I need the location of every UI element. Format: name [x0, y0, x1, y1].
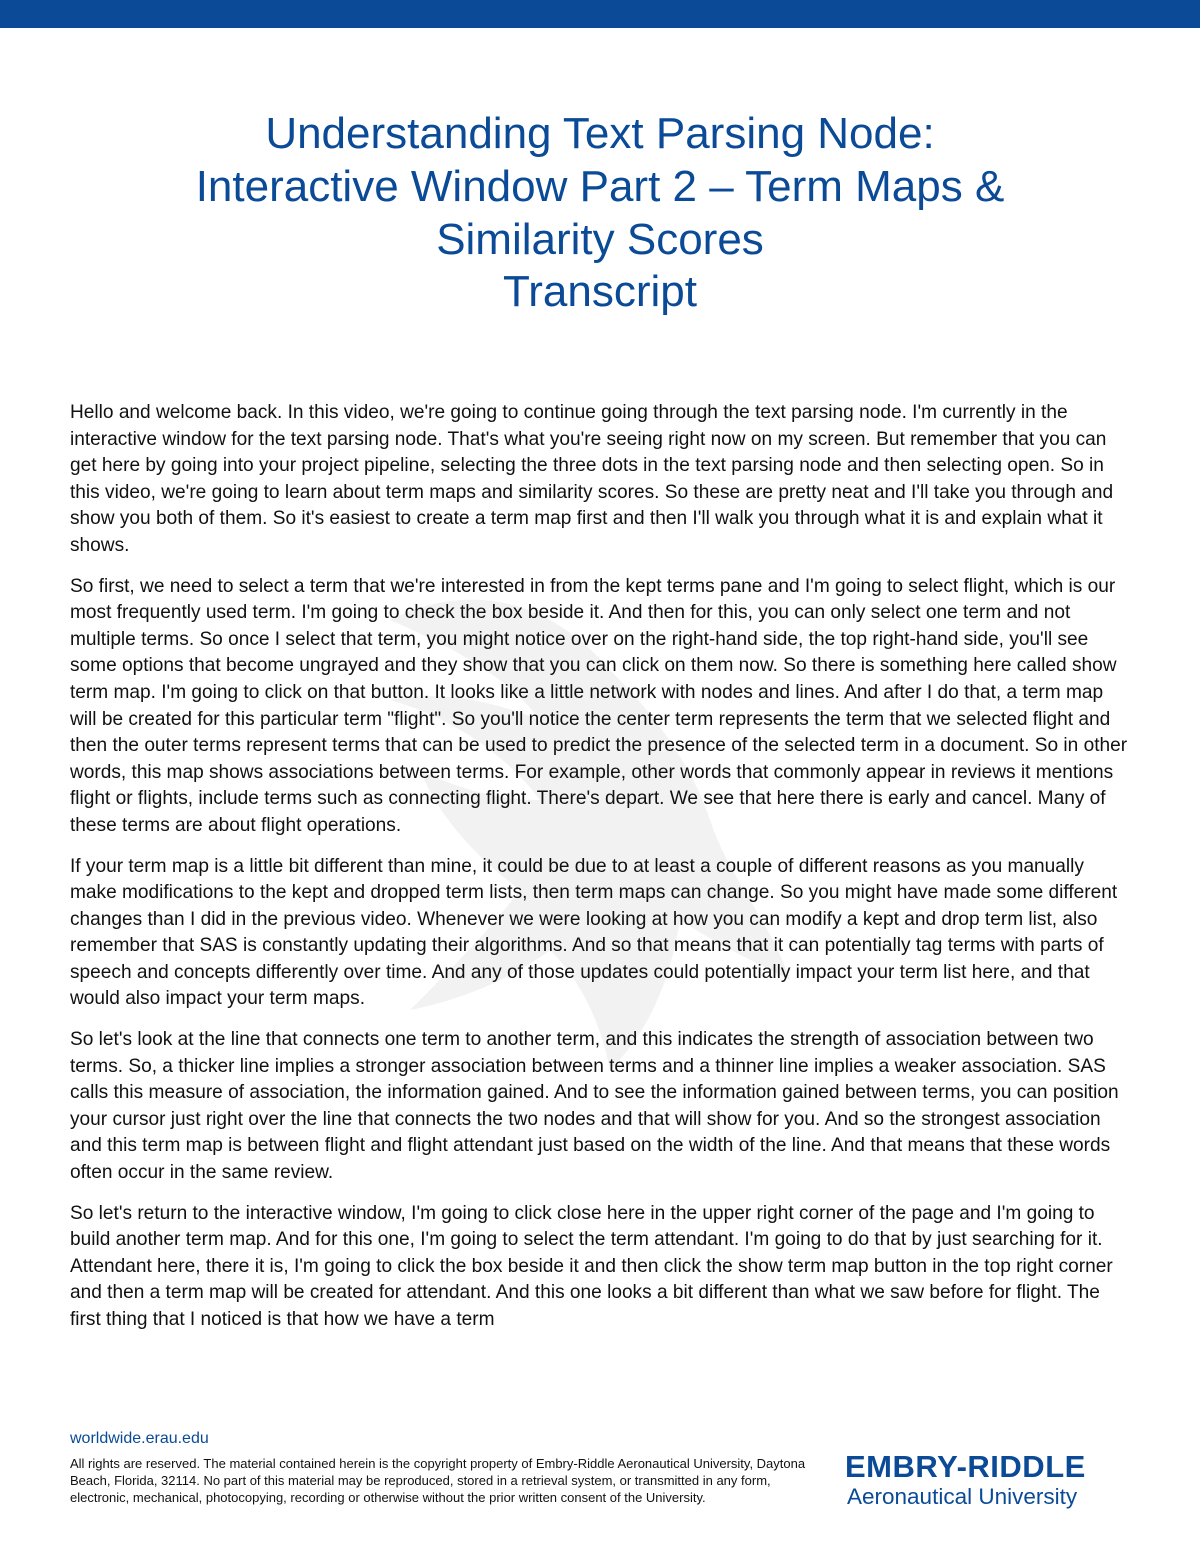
header-bar [0, 0, 1200, 28]
page-title [60, 108, 1140, 319]
title-line: Interactive Window Part 2 – Term Maps & [195, 161, 1005, 211]
website-link[interactable]: worldwide.erau.edu [70, 1430, 209, 1447]
copyright-notice: All rights are reserved. The material contained herein is the copyright property of Embry-Riddle Aeronautical University, Daytona Beach, Florida, 32114. No part of this material may be reproduced, stored in a retrieval system, or transmitted in any form, electronic, mechanical, photocopying, recording or otherwise without the prior written consent of the University. [70, 1456, 806, 1505]
transcript-body [70, 400, 1132, 1348]
paragraph: So first, we need to select a term that we're interested in from the kept terms pane and I'm going to select flight, which is our most frequently used term. I'm going to check the box beside it. And then for this, you can only select one term and not multiple terms. So once I select that term, you might notice over on the right-hand side, the top right-hand side, you'll see some options that become ungrayed and they show that you can click on them now. So there is something here called show term map. I'm going to click on that button. It looks like a little network with nodes and lines. And after I do that, a term map will be created for this particular term "flight". So you'll notice the center term represents the term that we selected flight and then the outer terms represent terms that can be used to predict the presence of the selected term in a document. So in other words, this map shows associations between terms. For example, other words that commonly appear in reviews it mentions flight or flights, include terms such as connecting flight. There's depart. We see that here there is early and cancel. Many of these terms are about flight operations. [70, 575, 1128, 836]
title-line: Transcript [503, 267, 697, 317]
paragraph: So let's return to the interactive window, I'm going to click close here in the upper right corner of the page and I'm going to build another term map. And for this one, I'm going to select the term attendant. I'm going to do that by just searching for it. Attendant here, there it is, I'm going to click the box beside it and then click the show term map button in the top right corner and then a term map will be created for attendant. And this one looks a bit different than what we saw before for flight. The first thing that I noticed is that how we have a term [70, 1202, 1113, 1330]
title-line: Understanding Text Parsing Node: [265, 109, 935, 158]
paragraph: Hello and welcome back. In this video, we're going to continue going through the text parsing node. I'm currently in the interactive window for the text parsing node. That's what you're seeing right now on my screen. But remember that you can get here by going into your project pipeline, selecting the three dots in the text parsing node and then selecting open. So in this video, we're going to learn about term maps and similarity scores. So these are pretty neat and I'll take you through and show you both of them. So it's easiest to create a term map first and then I'll walk you through what it is and explain what it shows. [70, 402, 1114, 556]
logo-subtitle: Aeronautical University [847, 1484, 1078, 1509]
paragraph: If your term map is a little bit different than mine, it could be due to at least a couple of different reasons as you manually make modifications to the kept and dropped term lists, then term maps can change. So you might have made some different changes than I did in the previous video. Whenever we were looking at how you can modify a kept and drop term list, also remember that SAS is constantly updating their algorithms. And so that means that it can potentially tag terms with parts of speech and concepts differently over time. And any of those updates could potentially impact your term list here, and that would also impact your term maps. [70, 855, 1118, 1010]
logo-wordmark: EMBRY-RIDDLE [845, 1449, 1086, 1484]
paragraph: So let's look at the line that connects one term to another term, and this indicates the strength of association between two terms. So, a thicker line implies a stronger association between terms and a thinner line implies a weaker association. SAS calls this measure of association, the information gained. And to see the information gained between terms, you can position your cursor just right over the line that connects the two nodes and that will show for you. And so the strongest association and this term map is between flight and flight attendant just based on the width of the line. And that means that these words often occur in the same review. [70, 1029, 1119, 1184]
title-line: Similarity Scores [436, 214, 764, 264]
university-logo [845, 1450, 1135, 1510]
